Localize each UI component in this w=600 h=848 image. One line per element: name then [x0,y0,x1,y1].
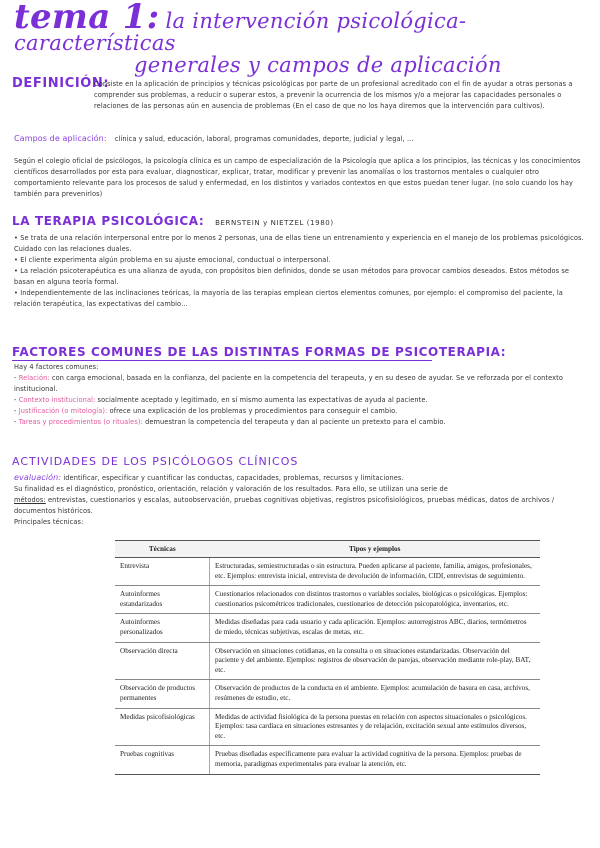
table-row: Observación de productos permanentes Observación de productos de la conducta en el ambiente. Ejemplos: acumulación de basura en casa, archivos, resúmenes de estudio, etc. [115,680,540,708]
table-row: Entrevista Estructuradas, semiestructuradas o sin estructura. Pueden aplicarse al paciente, familia, amigos, profesionales, etc. Ejemplos: entrevista inicial, entrevista de devolución de información, CIDI, entrevistas de seguimiento. [115,558,540,586]
factores-list [14,362,588,428]
table-row: Autoinformes estandarizados Cuestionarios relacionados con distintos trastornos o variables sociales, biológicas o psicológicas. Ejemplos: cuestionarios psicométricos tradicionales, cuestionarios de detección psicopatológica, inventarios, etc. [115,586,540,614]
table-row: Observación directa Observación en situaciones cotidianas, en la consulta o en situaciones estandarizadas. Observación del paciente y del ambiente. Ejemplos: registros de observación de parejas, observación mediante role-play, BAT, etc. [115,642,540,680]
factor-item: - Contexto institucional: socialmente aceptado y legitimado, en sí mismo aumenta las expectativas de ayuda al paciente. [14,396,428,404]
definicion-paragraph: Según el colegio oficial de psicólogos, la psicología clínica es un campo de especialización de la Psicología que aplica a los principios, las técnicas y los conocimientos científicos desarrollados por esta para evaluar, diagnosticar, explicar, tratar, modificar y prevenir las anomalías o los trastornos mentales o cualquier otro comportamiento relevante para los procesos de salud y enfermedad, en los distintos y variados contextos en que estos puedan tener lugar. (no solo cuando los hay también para prevenirlos) [14,157,581,198]
terapia-bullet: • Se trata de una relación interpersonal entre por lo menos 2 personas, una de ellas tiene un entrenamiento y experiencia en el manejo de los problemas psicológicos. Cuidado con las relaciones duales. [14,234,584,253]
principales-line: Principales técnicas: [14,518,84,526]
terapia-bullet: • Independientemente de las inclinaciones teóricas, la mayoría de las terapias emplean ciertos elementos comunes, por ejemplo: el compromiso del paciente, la relación terapéutica, las expectativas del cambio... [14,289,563,308]
actividades-body [14,472,588,528]
factores-intro: Hay 4 factores comunes: [14,363,99,371]
metodos-label: métodos: [14,496,46,504]
evaluacion-label: evaluación: [14,473,62,482]
terapia-heading [12,214,334,228]
factor-item: - Tareas y procedimientos (o rituales): demuestran la competencia del terapeuta y dan al paciente un pretexto para el cambio. [14,418,446,426]
definicion-heading: DEFINICIÓN: [12,76,110,91]
techniques-table [115,540,540,775]
factores-underline [12,360,432,361]
title-line2: generales y campos de aplicación [134,53,502,77]
factor-item: - Relación: con carga emocional, basada en la confianza, del paciente en la competencia del terapeuta, y en su deseo de ayudar. Se ve reforzada por el contexto institucional. [14,374,563,393]
table-row: Pruebas cognitivas Pruebas diseñadas específicamente para evaluar la actividad cognitiva de la persona. Ejemplos: pruebas de memoria, paradigmas experimentales para evaluar la atención, etc. [115,746,540,774]
factor-item: - Justificación (o mitología): ofrece una explicación de los problemas y procedimientos para conseguir el cambio. [14,407,398,415]
definicion-text: Consiste en la aplicación de principios y técnicas psicológicas por parte de un profesional acreditado con el fin de ayudar a otras personas a comprender sus problemas, a reducir o superar estos, a prevenir la ocurrencia de los mismos y/o a mejorar las capacidades personales o relaciones de las personas aún en ausencia de problemas (En el caso de que no los haya diremos que la intervención para cultivos). [94,80,573,110]
actividades-heading: ACTIVIDADES DE LOS PSICÓLOGOS CLÍNICOS [12,455,299,468]
terapia-bullets [14,233,588,310]
page-title [14,0,594,77]
terapia-ref: BERNSTEIN y NIETZEL (1980) [215,219,334,227]
metodos-line: métodos: entrevistas, cuestionarios y escalas, autoobservación, pruebas cognitivas objetivas, registros psicofisiológicos, pruebas médicas, datos de archivos / documentos históricos. [14,496,555,515]
title-line1: la intervención psicológica-características [14,9,467,55]
finalidad-line: Su finalidad es el diagnóstico, pronóstico, orientación, relación y valoración de los resultados. Para ello, se utilizan una serie de [14,485,448,493]
table-row: Medidas psicofisiológicas Medidas de actividad fisiológica de la persona puestas en relación con aspectos situacionales o psicológicos. Ejemplos: tasa cardíaca en situaciones estresantes y de relajación, excitación sexual ante estímulos diversos, etc. [115,708,540,746]
campos-text: clínica y salud, educación, laboral, programas comunidades, deporte, judicial y legal, ... [114,135,414,143]
table-row: Autoinformes personalizados Medidas diseñadas para cada usuario y cada aplicación. Ejemplos: autorregistros ABC, diarios, termómetros de miedo, técnicas subjetivas, escalas de metas, etc. [115,614,540,642]
table-header: Técnicas [115,541,210,558]
table-header: Tipos y ejemplos [210,541,541,558]
title-lead: tema 1: [14,0,160,37]
factores-heading: FACTORES COMUNES DE LAS DISTINTAS FORMAS DE PSICOTERAPIA: [12,345,507,359]
campos-label: Campos de aplicación: [14,134,107,143]
evaluacion-line: evaluación: identificar, especificar y cuantificar las conductas, capacidades, problemas, recursos y limitaciones. [14,473,404,482]
terapia-bullet: • La relación psicoterapéutica es una alianza de ayuda, con propósitos bien definidos, donde se usan métodos para provocar cambios deseados. Estos métodos se basan en alguna teoría formal. [14,267,570,286]
campos-line [14,133,414,145]
terapia-heading-text: LA TERAPIA PSICOLÓGICA: [12,214,205,228]
table-header-row [115,541,540,558]
terapia-bullet: • El cliente experimenta algún problema en su ajuste emocional, conductual o interpersonal. [14,256,331,264]
